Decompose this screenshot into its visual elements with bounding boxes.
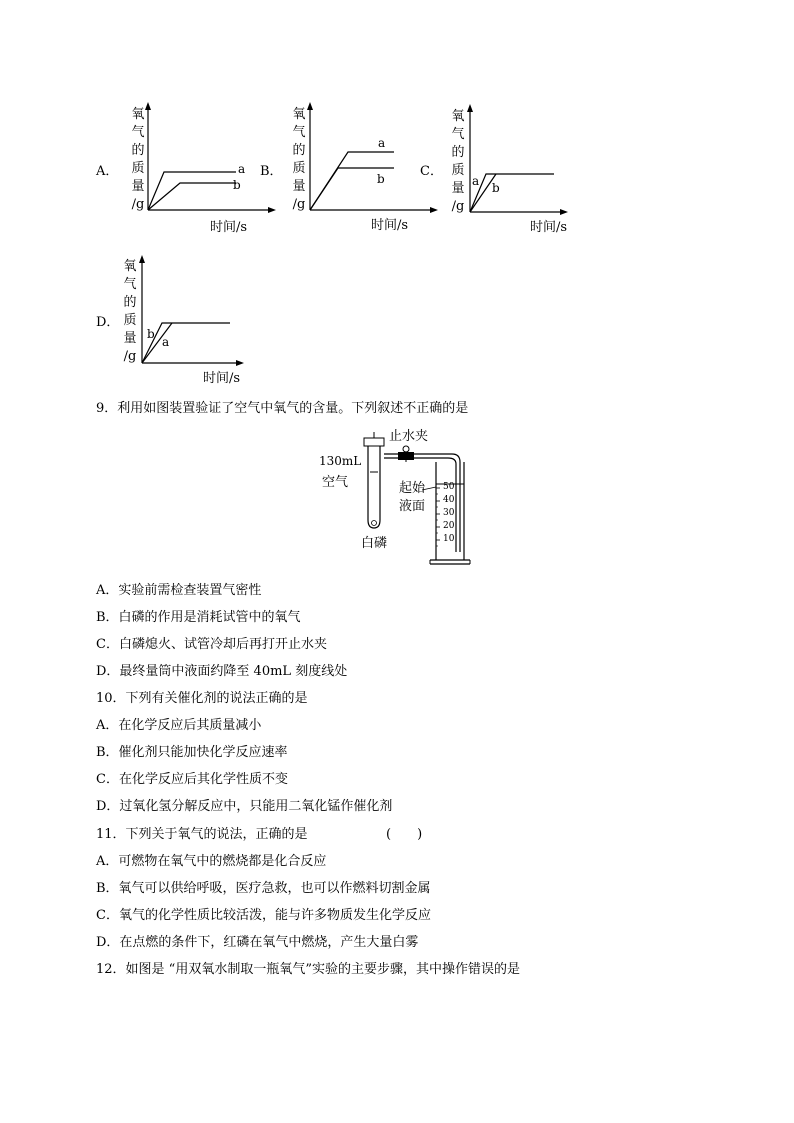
air-label: 空气 <box>322 475 349 490</box>
q10-option-a: A．在化学反应后其质量减小 <box>96 718 262 733</box>
answer-blank: ( ) <box>386 827 423 842</box>
q11-option-d: D．在点燃的条件下，红磷在氧气中燃烧，产生大量白雾 <box>96 935 419 950</box>
x-axis-label: 时间/s <box>203 371 241 386</box>
phosphorus-label: 白磷 <box>361 536 388 551</box>
curve-b-label: b <box>233 178 241 192</box>
curve-b-label: b <box>147 327 155 341</box>
q9-option-d: D．最终量筒中液面约降至 40mL 刻度线处 <box>96 664 348 679</box>
q9-option-b: B．白磷的作用是消耗试管中的氧气 <box>96 610 301 625</box>
curve-b-label: b <box>377 172 385 186</box>
clamp-label: 止水夹 <box>389 429 429 444</box>
scale-mark: 30 <box>443 508 455 518</box>
curve-b <box>148 183 236 210</box>
graph-axes <box>134 253 264 373</box>
graph-axes <box>462 102 602 222</box>
x-axis-label: 时间/s <box>530 220 568 235</box>
start-level-label-2: 液面 <box>399 499 426 514</box>
start-level-label-1: 起始 <box>399 481 426 496</box>
curve-b <box>142 323 230 363</box>
q9-option-a: A．实验前需检查装置气密性 <box>96 583 262 598</box>
scale-mark: 40 <box>443 495 455 505</box>
q9-option-c: C．白磷熄火、试管冷却后再打开止水夹 <box>96 637 327 652</box>
question-10-stem: 10．下列有关催化剂的说法正确的是 <box>96 691 308 706</box>
scale-mark: 10 <box>443 534 455 544</box>
q10-option-c: C．在化学反应后其化学性质不变 <box>96 772 288 787</box>
q11-option-b: B．氧气可以供给呼吸，医疗急救，也可以作燃料切割金属 <box>96 881 431 896</box>
curve-a-label: a <box>472 174 480 188</box>
option-label: D． <box>96 315 120 330</box>
scale-mark: 20 <box>443 521 455 531</box>
option-label: C． <box>420 164 443 179</box>
option-label: B． <box>260 164 283 179</box>
curve-a-label: a <box>238 162 246 176</box>
curve-a-label: a <box>378 136 386 150</box>
curve-a-label: a <box>162 335 170 349</box>
curve-b-label: b <box>492 181 500 195</box>
q10-option-b: B．催化剂只能加快化学反应速率 <box>96 745 288 760</box>
y-axis-label: 氧 气 的 质 量 /g <box>292 107 306 212</box>
question-9-stem: 9．利用如图装置验证了空气中氧气的含量。下列叙述不正确的是 <box>96 401 469 416</box>
question-12-stem: 12．如图是 “用双氧水制取一瓶氧气”实验的主要步骤，其中操作错误的是 <box>96 962 520 977</box>
option-label: A． <box>96 164 119 179</box>
volume-label: 130mL <box>319 454 362 468</box>
y-axis-label: 氧 气 的 质 量 /g <box>131 107 145 212</box>
graph-axes <box>140 100 280 220</box>
scale-mark: 50 <box>443 482 455 492</box>
x-axis-label: 时间/s <box>210 220 248 235</box>
q11-option-a: A．可燃物在氧气中的燃烧都是化合反应 <box>96 854 327 869</box>
question-11-stem: 11．下列关于氧气的说法，正确的是 <box>96 827 308 842</box>
y-axis-label: 氧 气 的 质 量 /g <box>451 109 465 214</box>
x-axis-label: 时间/s <box>371 218 409 233</box>
curve-a <box>148 172 236 210</box>
q10-option-d: D．过氧化氢分解反应中，只能用二氧化锰作催化剂 <box>96 799 393 814</box>
q11-option-c: C．氧气的化学性质比较活泼，能与许多物质发生化学反应 <box>96 908 431 923</box>
cylinder-scale <box>443 481 454 546</box>
y-axis-label: 氧 气 的 质 量 /g <box>123 259 137 364</box>
